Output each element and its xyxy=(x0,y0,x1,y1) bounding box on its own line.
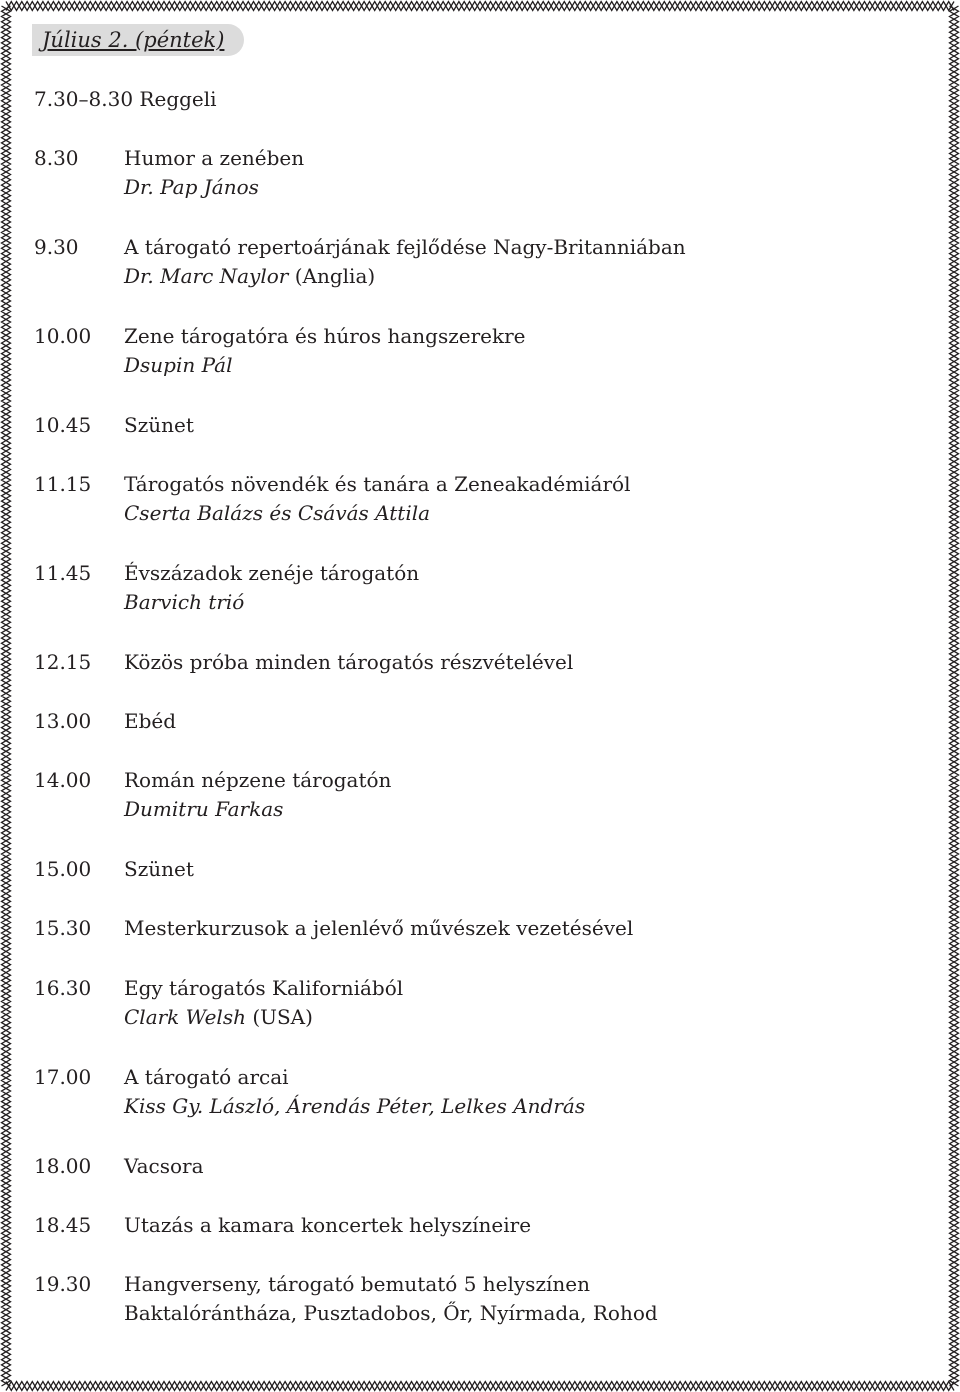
item-presenter xyxy=(124,173,259,202)
item-time: 10.45 xyxy=(34,413,92,437)
presenter-name: Dr. Pap János xyxy=(124,175,259,199)
item-presenter xyxy=(124,1092,585,1121)
presenter-name: Dr. Marc Naylor xyxy=(124,264,289,288)
item-time: 11.15 xyxy=(34,472,92,496)
item-title: Szünet xyxy=(124,413,194,437)
item-title: A tárogató repertoárjának fejlődése Nagy-Britanniában xyxy=(124,235,686,259)
presenter-name: Clark Welsh xyxy=(124,1005,246,1029)
item-title: Egy tárogatós Kaliforniából xyxy=(124,976,404,1000)
item-time: 13.00 xyxy=(34,709,92,733)
item-title: Mesterkurzusok a jelenlévő művészek vezetésével xyxy=(124,916,634,940)
item-title: Tárogatós növendék és tanára a Zeneakadémiáról xyxy=(124,472,631,496)
item-time: 9.30 xyxy=(34,235,79,259)
item-title: Szünet xyxy=(124,857,194,881)
item-presenter xyxy=(124,351,233,380)
item-title: Utazás a kamara koncertek helyszíneire xyxy=(124,1213,532,1237)
item-title: Ebéd xyxy=(124,709,177,733)
presenter-name: Barvich trió xyxy=(124,590,245,614)
item-presenter xyxy=(124,262,375,291)
presenter-name: Kiss Gy. László, Árendás Péter, Lelkes András xyxy=(124,1094,586,1118)
item-presenter xyxy=(124,795,283,824)
item-title: Hangverseny, tárogató bemutató 5 helyszínen xyxy=(124,1272,590,1296)
item-time: 18.00 xyxy=(34,1154,92,1178)
item-title: Évszázadok zenéje tárogatón xyxy=(124,561,420,585)
item-time: 18.45 xyxy=(34,1213,92,1237)
presenter-extra: (USA) xyxy=(245,1005,313,1029)
presenter-name: Dumitru Farkas xyxy=(124,797,284,821)
item-time: 11.45 xyxy=(34,561,92,585)
item-title: Zene tárogatóra és húros hangszerekre xyxy=(124,324,526,348)
item-presenter xyxy=(124,499,430,528)
item-time: 15.30 xyxy=(34,916,92,940)
item-time: 8.30 xyxy=(34,146,79,170)
item-time: 10.00 xyxy=(34,324,92,348)
item-time: 16.30 xyxy=(34,976,92,1000)
item-time: 12.15 xyxy=(34,650,92,674)
item-time: 15.00 xyxy=(34,857,92,881)
breakfast-entry: 7.30–8.30 Reggeli xyxy=(34,87,217,111)
item-title: Román népzene tárogatón xyxy=(124,768,392,792)
item-title: Humor a zenében xyxy=(124,146,305,170)
presenter-name: Dsupin Pál xyxy=(124,353,233,377)
item-title: Vacsora xyxy=(124,1154,204,1178)
day-header: Július 2. (péntek) xyxy=(32,24,244,56)
item-title: A tárogató arcai xyxy=(124,1065,289,1089)
item-venues: Baktalórántháza, Pusztadobos, Őr, Nyírmada, Rohod xyxy=(124,1301,658,1325)
item-time: 14.00 xyxy=(34,768,92,792)
item-title: Közös próba minden tárogatós részvételével xyxy=(124,650,574,674)
item-time: 19.30 xyxy=(34,1272,92,1296)
item-time: 17.00 xyxy=(34,1065,92,1089)
presenter-extra: (Anglia) xyxy=(288,264,376,288)
item-presenter xyxy=(124,1003,313,1032)
presenter-name: Cserta Balázs és Csávás Attila xyxy=(124,501,431,525)
item-presenter xyxy=(124,588,244,617)
